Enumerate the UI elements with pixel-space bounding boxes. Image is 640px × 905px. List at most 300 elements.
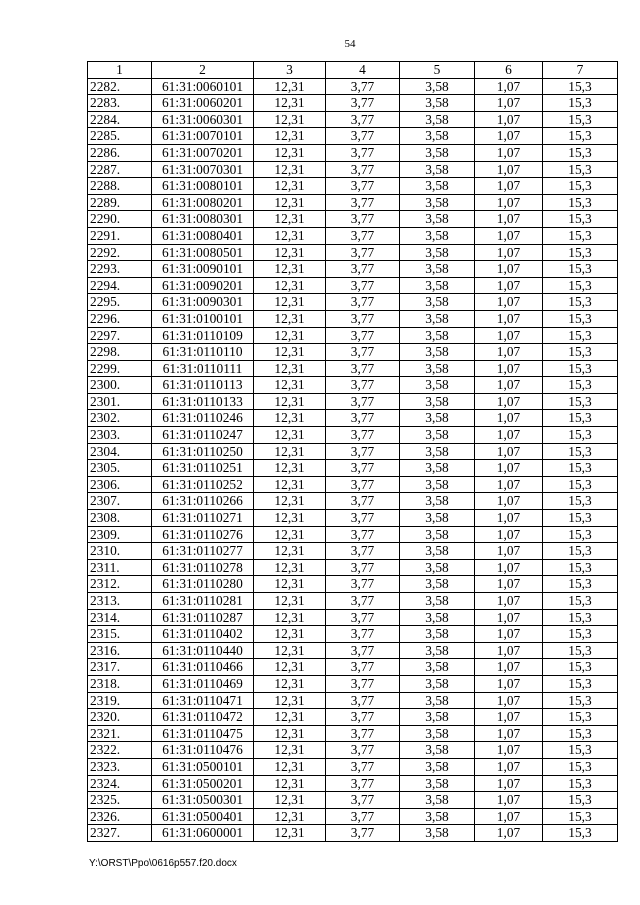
table-cell: 3,77: [326, 526, 400, 543]
table-cell: 1,07: [475, 642, 543, 659]
table-cell: 3,77: [326, 609, 400, 626]
table-cell: 15,3: [543, 725, 618, 742]
table-cell: 2314.: [88, 609, 152, 626]
table-cell: 3,77: [326, 626, 400, 643]
table-cell: 15,3: [543, 593, 618, 610]
table-row: [88, 543, 618, 560]
table-cell: 2287.: [88, 161, 152, 178]
table-cell: 2305.: [88, 460, 152, 477]
table-cell: 3,58: [400, 626, 475, 643]
table-cell: 15,3: [543, 327, 618, 344]
column-header: 6: [475, 62, 543, 79]
table-cell: 2320.: [88, 709, 152, 726]
table-cell: 3,58: [400, 593, 475, 610]
table-cell: 3,58: [400, 277, 475, 294]
table-cell: 2289.: [88, 194, 152, 211]
table-cell: 15,3: [543, 493, 618, 510]
column-header: 2: [152, 62, 254, 79]
table-row: [88, 742, 618, 759]
table-cell: 61:31:0110266: [152, 493, 254, 510]
table-cell: 1,07: [475, 161, 543, 178]
table-cell: 3,77: [326, 211, 400, 228]
table-row: [88, 692, 618, 709]
table-cell: 15,3: [543, 211, 618, 228]
table-cell: 3,77: [326, 261, 400, 278]
table-cell: 61:31:0080101: [152, 178, 254, 195]
table-cell: 3,77: [326, 95, 400, 112]
table-cell: 61:31:0110113: [152, 377, 254, 394]
table-cell: 3,58: [400, 493, 475, 510]
table-cell: 1,07: [475, 510, 543, 527]
table-cell: 3,58: [400, 692, 475, 709]
table-cell: 3,58: [400, 78, 475, 95]
table-cell: 61:31:0070101: [152, 128, 254, 145]
table-row: [88, 576, 618, 593]
table-cell: 3,77: [326, 792, 400, 809]
table-cell: 3,58: [400, 808, 475, 825]
table-cell: 3,77: [326, 178, 400, 195]
table-cell: 1,07: [475, 808, 543, 825]
table-cell: 1,07: [475, 194, 543, 211]
table-cell: 3,77: [326, 476, 400, 493]
table-cell: 3,77: [326, 194, 400, 211]
table-cell: 15,3: [543, 310, 618, 327]
table-cell: 1,07: [475, 792, 543, 809]
table-cell: 61:31:0110111: [152, 360, 254, 377]
table-cell: 2306.: [88, 476, 152, 493]
table-cell: 3,77: [326, 443, 400, 460]
table-cell: 15,3: [543, 277, 618, 294]
table-cell: 3,58: [400, 742, 475, 759]
table-cell: 12,31: [254, 510, 326, 527]
table-row: [88, 377, 618, 394]
table-cell: 15,3: [543, 626, 618, 643]
table-row: [88, 227, 618, 244]
table-cell: 3,58: [400, 709, 475, 726]
table-cell: 12,31: [254, 161, 326, 178]
table-cell: 3,58: [400, 526, 475, 543]
table-cell: 12,31: [254, 294, 326, 311]
table-cell: 2293.: [88, 261, 152, 278]
table-cell: 12,31: [254, 609, 326, 626]
table-cell: 12,31: [254, 675, 326, 692]
table-cell: 1,07: [475, 593, 543, 610]
data-table: [87, 61, 618, 842]
table-cell: 61:31:0110276: [152, 526, 254, 543]
table-cell: 61:31:0100101: [152, 310, 254, 327]
table-cell: 2312.: [88, 576, 152, 593]
table-cell: 61:31:0500201: [152, 775, 254, 792]
table-cell: 61:31:0090301: [152, 294, 254, 311]
table-cell: 15,3: [543, 460, 618, 477]
table-cell: 3,77: [326, 294, 400, 311]
table-cell: 3,58: [400, 360, 475, 377]
table-cell: 15,3: [543, 261, 618, 278]
table-cell: 15,3: [543, 111, 618, 128]
table-cell: 12,31: [254, 211, 326, 228]
table-row: [88, 427, 618, 444]
table-cell: 3,77: [326, 377, 400, 394]
table-row: [88, 510, 618, 527]
table-cell: 1,07: [475, 559, 543, 576]
table-cell: 2324.: [88, 775, 152, 792]
table-row: [88, 493, 618, 510]
table-cell: 12,31: [254, 576, 326, 593]
table-cell: 2313.: [88, 593, 152, 610]
table-cell: 61:31:0110110: [152, 344, 254, 361]
table-cell: 2311.: [88, 559, 152, 576]
table-cell: 3,58: [400, 111, 475, 128]
table-cell: 2300.: [88, 377, 152, 394]
table-cell: 2327.: [88, 825, 152, 842]
column-header: 5: [400, 62, 475, 79]
table-cell: 3,77: [326, 725, 400, 742]
table-cell: 1,07: [475, 211, 543, 228]
table-row: [88, 526, 618, 543]
table-cell: 61:31:0500401: [152, 808, 254, 825]
table-cell: 1,07: [475, 344, 543, 361]
table-cell: 61:31:0110133: [152, 393, 254, 410]
column-header: 1: [88, 62, 152, 79]
table-cell: 61:31:0110250: [152, 443, 254, 460]
table-cell: 3,77: [326, 825, 400, 842]
table-header-row: [88, 62, 618, 79]
table-cell: 3,58: [400, 675, 475, 692]
table-cell: 61:31:0110471: [152, 692, 254, 709]
table-cell: 1,07: [475, 427, 543, 444]
table-cell: 3,58: [400, 510, 475, 527]
table-cell: 15,3: [543, 526, 618, 543]
table-cell: 3,58: [400, 327, 475, 344]
table-cell: 1,07: [475, 725, 543, 742]
table-cell: 3,77: [326, 144, 400, 161]
table-row: [88, 144, 618, 161]
table-cell: 15,3: [543, 344, 618, 361]
table-cell: 12,31: [254, 78, 326, 95]
table-cell: 61:31:0110246: [152, 410, 254, 427]
table-cell: 1,07: [475, 609, 543, 626]
table-cell: 12,31: [254, 393, 326, 410]
table-cell: 3,58: [400, 227, 475, 244]
table-cell: 2294.: [88, 277, 152, 294]
table-row: [88, 642, 618, 659]
table-cell: 3,77: [326, 493, 400, 510]
table-cell: 12,31: [254, 128, 326, 145]
table-cell: 1,07: [475, 626, 543, 643]
table-cell: 3,58: [400, 543, 475, 560]
column-header: 7: [543, 62, 618, 79]
table-cell: 15,3: [543, 178, 618, 195]
table-cell: 3,58: [400, 559, 475, 576]
table-cell: 61:31:0110247: [152, 427, 254, 444]
table-cell: 15,3: [543, 642, 618, 659]
table-cell: 61:31:0080501: [152, 244, 254, 261]
table-cell: 15,3: [543, 792, 618, 809]
table-row: [88, 310, 618, 327]
table-cell: 3,77: [326, 244, 400, 261]
table-cell: 1,07: [475, 758, 543, 775]
table-cell: 2283.: [88, 95, 152, 112]
table-cell: 1,07: [475, 493, 543, 510]
table-row: [88, 675, 618, 692]
table-cell: 15,3: [543, 543, 618, 560]
table-cell: 3,77: [326, 460, 400, 477]
table-cell: 2309.: [88, 526, 152, 543]
table-cell: 61:31:0110252: [152, 476, 254, 493]
table-cell: 1,07: [475, 277, 543, 294]
table-cell: 1,07: [475, 460, 543, 477]
table-cell: 1,07: [475, 692, 543, 709]
table-cell: 3,58: [400, 178, 475, 195]
table-cell: 3,77: [326, 310, 400, 327]
table-cell: 15,3: [543, 659, 618, 676]
table-cell: 2323.: [88, 758, 152, 775]
table-cell: 61:31:0090101: [152, 261, 254, 278]
table-cell: 12,31: [254, 360, 326, 377]
table-cell: 3,58: [400, 294, 475, 311]
table-row: [88, 261, 618, 278]
table-cell: 2308.: [88, 510, 152, 527]
table-cell: 3,58: [400, 460, 475, 477]
table-cell: 1,07: [475, 95, 543, 112]
table-cell: 61:31:0500101: [152, 758, 254, 775]
table-cell: 3,58: [400, 659, 475, 676]
table-cell: 15,3: [543, 360, 618, 377]
table-cell: 12,31: [254, 427, 326, 444]
table-cell: 15,3: [543, 194, 618, 211]
table-row: [88, 211, 618, 228]
table-cell: 12,31: [254, 277, 326, 294]
table-row: [88, 626, 618, 643]
table-cell: 1,07: [475, 775, 543, 792]
table-cell: 12,31: [254, 559, 326, 576]
table-row: [88, 460, 618, 477]
table-cell: 1,07: [475, 360, 543, 377]
table-cell: 3,77: [326, 642, 400, 659]
table-row: [88, 825, 618, 842]
table-cell: 61:31:0110402: [152, 626, 254, 643]
table-cell: 3,58: [400, 758, 475, 775]
table-cell: 15,3: [543, 144, 618, 161]
table-cell: 3,77: [326, 758, 400, 775]
table-cell: 3,77: [326, 742, 400, 759]
table-cell: 12,31: [254, 692, 326, 709]
table-cell: 3,77: [326, 510, 400, 527]
table-row: [88, 792, 618, 809]
table-cell: 12,31: [254, 227, 326, 244]
table-cell: 12,31: [254, 493, 326, 510]
table-cell: 2317.: [88, 659, 152, 676]
table-cell: 3,58: [400, 476, 475, 493]
table-cell: 12,31: [254, 725, 326, 742]
table-cell: 1,07: [475, 327, 543, 344]
table-cell: 15,3: [543, 161, 618, 178]
table-cell: 3,77: [326, 808, 400, 825]
table-row: [88, 360, 618, 377]
table-cell: 12,31: [254, 593, 326, 610]
table-cell: 2322.: [88, 742, 152, 759]
table-cell: 3,58: [400, 144, 475, 161]
table-cell: 15,3: [543, 377, 618, 394]
table-row: [88, 593, 618, 610]
table-row: [88, 344, 618, 361]
table-cell: 2295.: [88, 294, 152, 311]
table-cell: 3,77: [326, 692, 400, 709]
table-cell: 12,31: [254, 543, 326, 560]
table-cell: 2286.: [88, 144, 152, 161]
table-cell: 3,58: [400, 95, 475, 112]
table-cell: 12,31: [254, 95, 326, 112]
table-cell: 3,77: [326, 659, 400, 676]
table-cell: 12,31: [254, 410, 326, 427]
table-cell: 3,58: [400, 775, 475, 792]
footer-file-path: Y:\ORST\Ppo\0616p557.f20.docx: [89, 858, 237, 869]
table-cell: 15,3: [543, 709, 618, 726]
table-cell: 3,58: [400, 410, 475, 427]
table-cell: 3,58: [400, 576, 475, 593]
table-body: [88, 78, 618, 841]
table-row: [88, 758, 618, 775]
table-cell: 12,31: [254, 758, 326, 775]
table-cell: 12,31: [254, 111, 326, 128]
table-cell: 15,3: [543, 692, 618, 709]
table-cell: 3,58: [400, 344, 475, 361]
table-cell: 12,31: [254, 526, 326, 543]
table-cell: 61:31:0110466: [152, 659, 254, 676]
table-cell: 12,31: [254, 775, 326, 792]
table-cell: 61:31:0110271: [152, 510, 254, 527]
table-row: [88, 393, 618, 410]
table-cell: 3,58: [400, 261, 475, 278]
table-cell: 1,07: [475, 476, 543, 493]
table-cell: 3,77: [326, 559, 400, 576]
table-row: [88, 775, 618, 792]
table-cell: 15,3: [543, 128, 618, 145]
table-row: [88, 161, 618, 178]
table-cell: 15,3: [543, 675, 618, 692]
table-cell: 12,31: [254, 443, 326, 460]
table-cell: 2296.: [88, 310, 152, 327]
table-cell: 3,58: [400, 310, 475, 327]
table-row: [88, 808, 618, 825]
table-cell: 3,58: [400, 642, 475, 659]
table-cell: 12,31: [254, 792, 326, 809]
table-cell: 12,31: [254, 460, 326, 477]
table-cell: 2284.: [88, 111, 152, 128]
table-cell: 15,3: [543, 825, 618, 842]
table-cell: 61:31:0090201: [152, 277, 254, 294]
table-cell: 2303.: [88, 427, 152, 444]
table-cell: 1,07: [475, 825, 543, 842]
table-row: [88, 609, 618, 626]
table-cell: 12,31: [254, 144, 326, 161]
table-cell: 15,3: [543, 227, 618, 244]
table-cell: 12,31: [254, 377, 326, 394]
table-cell: 2299.: [88, 360, 152, 377]
table-cell: 15,3: [543, 510, 618, 527]
table-cell: 3,58: [400, 792, 475, 809]
table-cell: 1,07: [475, 144, 543, 161]
table-cell: 3,58: [400, 427, 475, 444]
table-cell: 2318.: [88, 675, 152, 692]
table-row: [88, 277, 618, 294]
table-cell: 3,77: [326, 410, 400, 427]
table-cell: 3,77: [326, 427, 400, 444]
table-cell: 12,31: [254, 310, 326, 327]
table-cell: 1,07: [475, 443, 543, 460]
table-cell: 15,3: [543, 576, 618, 593]
table-cell: 1,07: [475, 377, 543, 394]
table-cell: 12,31: [254, 825, 326, 842]
table-cell: 61:31:0080401: [152, 227, 254, 244]
table-row: [88, 194, 618, 211]
table-cell: 3,58: [400, 825, 475, 842]
table-cell: 2310.: [88, 543, 152, 560]
table-row: [88, 244, 618, 261]
table-cell: 1,07: [475, 709, 543, 726]
table-cell: 1,07: [475, 675, 543, 692]
table-cell: 15,3: [543, 758, 618, 775]
table-cell: 2302.: [88, 410, 152, 427]
table-cell: 1,07: [475, 128, 543, 145]
table-cell: 12,31: [254, 626, 326, 643]
table-cell: 12,31: [254, 642, 326, 659]
table-row: [88, 78, 618, 95]
table-cell: 1,07: [475, 78, 543, 95]
table-cell: 2319.: [88, 692, 152, 709]
table-row: [88, 725, 618, 742]
table-cell: 15,3: [543, 476, 618, 493]
table-cell: 61:31:0110277: [152, 543, 254, 560]
table-cell: 3,77: [326, 128, 400, 145]
table-cell: 15,3: [543, 294, 618, 311]
column-header: 3: [254, 62, 326, 79]
table-cell: 61:31:0110472: [152, 709, 254, 726]
table-cell: 3,58: [400, 211, 475, 228]
table-cell: 61:31:0060201: [152, 95, 254, 112]
table-cell: 61:31:0080301: [152, 211, 254, 228]
table-cell: 15,3: [543, 742, 618, 759]
table-cell: 3,77: [326, 393, 400, 410]
table-cell: 3,58: [400, 244, 475, 261]
table-cell: 1,07: [475, 393, 543, 410]
table-cell: 1,07: [475, 227, 543, 244]
table-cell: 15,3: [543, 410, 618, 427]
table-cell: 1,07: [475, 294, 543, 311]
table-row: [88, 294, 618, 311]
table-cell: 61:31:0060301: [152, 111, 254, 128]
table-cell: 61:31:0070301: [152, 161, 254, 178]
table-row: [88, 410, 618, 427]
table-cell: 61:31:0110251: [152, 460, 254, 477]
table-cell: 61:31:0110109: [152, 327, 254, 344]
table-cell: 2285.: [88, 128, 152, 145]
table-cell: 3,77: [326, 111, 400, 128]
table-cell: 12,31: [254, 178, 326, 195]
table-row: [88, 709, 618, 726]
table-cell: 15,3: [543, 95, 618, 112]
table-cell: 3,77: [326, 576, 400, 593]
table-cell: 12,31: [254, 709, 326, 726]
table-cell: 15,3: [543, 78, 618, 95]
table-cell: 61:31:0070201: [152, 144, 254, 161]
table-cell: 3,77: [326, 327, 400, 344]
table-cell: 12,31: [254, 327, 326, 344]
table-cell: 2315.: [88, 626, 152, 643]
table-row: [88, 327, 618, 344]
table-cell: 3,58: [400, 128, 475, 145]
table-cell: 61:31:0110475: [152, 725, 254, 742]
